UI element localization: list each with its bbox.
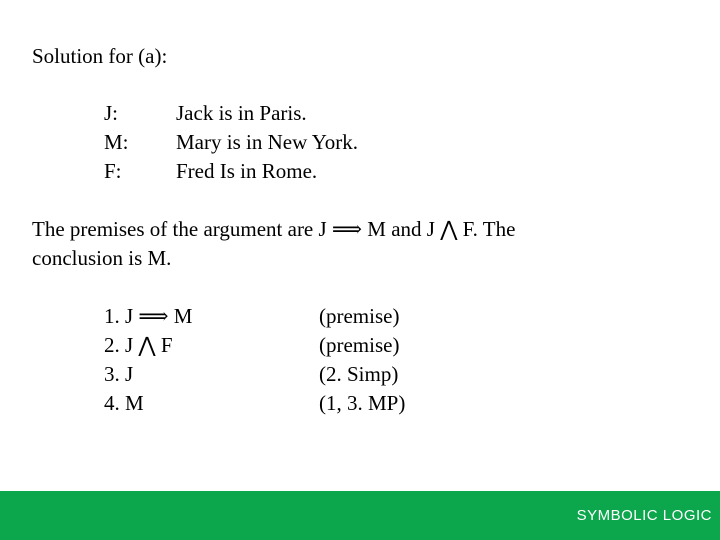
proof-step: 3. J — [104, 362, 134, 386]
definition-symbol: M: — [104, 130, 129, 154]
footer-label: SYMBOLIC LOGIC — [576, 507, 712, 524]
explanation-paragraph — [32, 215, 672, 273]
explanation-line: The premises of the argument are J ⟹ M and J ⋀ F. The — [32, 217, 516, 241]
definition-symbol: J: — [104, 101, 119, 125]
definition-row — [104, 128, 358, 157]
definition-row — [104, 99, 358, 128]
slide-heading: Solution for (a): — [32, 44, 168, 68]
proof-step: 2. J ⋀ F — [104, 333, 173, 357]
proof-justification: (premise) — [319, 304, 400, 328]
footer-bar — [0, 491, 720, 540]
definition-symbol: F: — [104, 159, 122, 183]
definitions-list — [104, 99, 358, 186]
definition-meaning: Mary is in New York. — [176, 130, 359, 154]
proof-step: 4. M — [104, 391, 144, 415]
proof-table — [104, 302, 405, 418]
explanation-line: conclusion is M. — [32, 246, 172, 270]
definition-meaning: Fred Is in Rome. — [176, 159, 318, 183]
proof-row — [104, 331, 405, 360]
proof-step: 1. J ⟹ M — [104, 304, 193, 328]
proof-row — [104, 360, 405, 389]
proof-row — [104, 302, 405, 331]
proof-justification: (premise) — [319, 333, 400, 357]
definition-row — [104, 157, 358, 186]
proof-justification: (1, 3. MP) — [319, 391, 406, 415]
definition-meaning: Jack is in Paris. — [176, 101, 307, 125]
proof-justification: (2. Simp) — [319, 362, 399, 386]
proof-row — [104, 389, 405, 418]
